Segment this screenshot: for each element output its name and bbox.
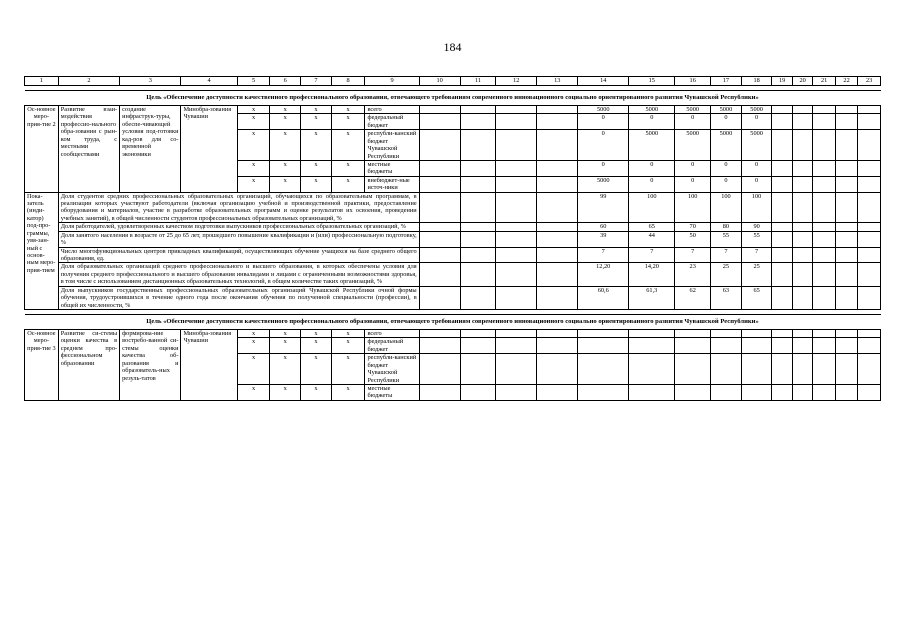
x-mark: x [270,338,301,354]
program-table [24,76,881,401]
event3-label: Ос-новное меро-прия-тие 3 [25,329,59,400]
col-num: 17 [711,77,742,86]
funding-source: федеральный бюджет [365,114,419,130]
x-mark: x [301,160,332,176]
value-cell: 100 [675,192,711,223]
x-mark: x [301,130,332,161]
value-cell: 100 [711,192,742,223]
value-cell: 65 [629,223,675,231]
value-cell: 5000 [741,130,772,161]
value-cell: 55 [711,231,742,247]
col-num: 21 [813,77,835,86]
value-cell: 0 [629,114,675,130]
page-number: 184 [443,40,462,54]
x-mark: x [331,160,365,176]
value-cell: 70 [675,223,711,231]
value-cell: 5000 [741,106,772,114]
funding-source: местные бюджеты [365,384,419,400]
indicator-row [25,192,881,223]
event2-executor: Минобра-зования Чувашии [181,106,237,193]
indicator-row [25,231,881,247]
x-mark: x [331,130,365,161]
x-mark: x [331,354,365,385]
col-num: 23 [858,77,881,86]
x-mark: x [270,384,301,400]
x-mark: x [237,114,270,130]
value-cell: 5000 [629,130,675,161]
value-cell: 0 [711,160,742,176]
col-num: 20 [792,77,812,86]
value-cell: 5000 [578,176,629,192]
value-cell: 5000 [629,106,675,114]
value-cell: 7 [741,247,772,263]
value-cell: 0 [578,130,629,161]
x-mark: x [301,114,332,130]
col-num: 2 [58,77,119,86]
value-cell: 7 [578,247,629,263]
value-cell: 39 [578,231,629,247]
event3-task: формирова-ние востребо-ванной си-стемы оценки качества об-разования и образователь-ных резуль-татов [120,329,181,400]
x-mark: x [331,384,365,400]
goal-heading: Цель «Обеспечение доступности качественного профессионального образования, отвечающего требованиям современного инновационного социально ориентированного развития Чувашской Республики» [25,91,881,106]
x-mark: x [270,176,301,192]
value-cell: 80 [711,223,742,231]
indicator-label: Пока-затель (инди-катор) под-про-граммы, увя-зан-ный с основ-ным меро-прия-тием [25,192,59,309]
col-num: 9 [365,77,419,86]
value-cell: 0 [741,176,772,192]
value-cell: 60 [578,223,629,231]
value-cell: 65 [741,286,772,309]
value-cell: 61,3 [629,286,675,309]
event2-label: Ос-новное меро-прия-тие 2 [25,106,59,193]
value-cell: 0 [578,114,629,130]
value-cell: 63 [711,286,742,309]
indicator-text: Доля студентов средних профессиональных образовательных организаций, обучающихся по образовательным программам, в реализации которых участвуют работодатели (включая организацию учебной и производственной практики, предоставление оборудования и материалов, участие в разработке образовательных программ и оценке результатов их освоения, проведении учебных занятий), в общей численности студентов профессиональных образовательных организаций, % [58,192,419,223]
value-cell: 44 [629,231,675,247]
event2-task: создание инфраструк-туры, обеспе-чивающей условия под-готовки кад-ров для со-временной экономики [120,106,181,193]
col-num: 16 [675,77,711,86]
x-mark: x [237,160,270,176]
value-cell: 0 [741,114,772,130]
funding-source: всего [365,106,419,114]
value-cell: 99 [578,192,629,223]
value-cell: 5000 [578,106,629,114]
event3-row-total [25,329,881,337]
event3-executor: Минобра-зования Чувашии [181,329,237,400]
x-mark: x [237,329,270,337]
goal-heading: Цель «Обеспечение доступности качественного профессионального образования, отвечающего требованиям современного инновационного социально ориентированного развития Чувашской Республики» [25,314,881,329]
funding-source: республи-канский бюджет Чувашской Республики [365,354,419,385]
col-num: 22 [835,77,857,86]
indicator-text: Доля выпускников государственных профессиональных образовательных организаций Чувашской Республики очной формы обучения, трудоустроившихся в течение одного года после окончания обучения по полученной специальности (профессии), в общей их численности, % [58,286,419,309]
value-cell: 0 [675,160,711,176]
value-cell: 12,20 [578,263,629,286]
funding-source: республи-канский бюджет Чувашской Республики [365,130,419,161]
col-num: 10 [419,77,460,86]
col-num: 3 [120,77,181,86]
col-num: 12 [496,77,537,86]
indicator-text: Число многофункциональных центров прикладных квалификаций, осуществляющих обучение учащихся на базе среднего общего образования, ед. [58,247,419,263]
x-mark: x [301,354,332,385]
x-mark: x [331,176,365,192]
value-cell: 0 [629,176,675,192]
value-cell: 0 [711,176,742,192]
col-num: 5 [237,77,270,86]
event3-name: Развитие си-стемы оценки качества в среднем про-фессиональном образовании [58,329,119,400]
value-cell: 62 [675,286,711,309]
col-num: 6 [270,77,301,86]
funding-source: внебюджет-ные источ-ники [365,176,419,192]
value-cell: 0 [675,176,711,192]
col-num: 1 [25,77,59,86]
x-mark: x [237,176,270,192]
col-num: 18 [741,77,772,86]
value-cell: 7 [629,247,675,263]
x-mark: x [270,106,301,114]
funding-source: всего [365,329,419,337]
funding-source: федеральный бюджет [365,338,419,354]
x-mark: x [331,329,365,337]
value-cell: 0 [629,160,675,176]
x-mark: x [237,354,270,385]
value-cell: 100 [741,192,772,223]
x-mark: x [301,176,332,192]
x-mark: x [301,329,332,337]
indicator-row [25,223,881,231]
indicator-row [25,286,881,309]
x-mark: x [270,114,301,130]
funding-source: местные бюджеты [365,160,419,176]
x-mark: x [237,384,270,400]
x-mark: x [301,106,332,114]
value-cell: 5000 [675,106,711,114]
indicator-text: Доля занятого населения в возрасте от 25 до 65 лет, прошедшего повышение квалификации и (или) профессиональную подготовку, % [58,231,419,247]
x-mark: x [301,384,332,400]
value-cell: 55 [741,231,772,247]
indicator-text: Доля работодателей, удовлетворенных качеством подготовки выпускников профессиональных образовательных организаций, % [58,223,419,231]
col-num: 4 [181,77,237,86]
x-mark: x [237,106,270,114]
value-cell: 7 [675,247,711,263]
value-cell: 5000 [675,130,711,161]
x-mark: x [270,354,301,385]
value-cell: 5000 [711,130,742,161]
col-num: 14 [578,77,629,86]
x-mark: x [237,130,270,161]
x-mark: x [331,106,365,114]
value-cell: 60,6 [578,286,629,309]
column-numbers-row [25,77,881,86]
value-cell: 0 [675,114,711,130]
x-mark: x [331,114,365,130]
x-mark: x [270,130,301,161]
col-num: 11 [460,77,496,86]
x-mark: x [270,160,301,176]
event2-name: Развитие взаи-модействия профессио-нального обра-зования с рын-ком труда, с местными сообществами [58,106,119,193]
value-cell: 7 [711,247,742,263]
value-cell: 23 [675,263,711,286]
col-num: 15 [629,77,675,86]
value-cell: 14,20 [629,263,675,286]
indicator-row [25,263,881,286]
col-num: 7 [301,77,332,86]
value-cell: 100 [629,192,675,223]
value-cell: 90 [741,223,772,231]
col-num: 19 [772,77,792,86]
x-mark: x [331,338,365,354]
value-cell: 0 [578,160,629,176]
col-num: 8 [331,77,365,86]
value-cell: 25 [711,263,742,286]
event2-row-total [25,106,881,114]
col-num: 13 [537,77,578,86]
value-cell: 25 [741,263,772,286]
value-cell: 0 [711,114,742,130]
value-cell: 5000 [711,106,742,114]
indicator-text: Доля образовательных организаций среднего профессионального и высшего образования, в которых обеспечены условия для получения среднего профессионального и высшего образования инвалидами и лицами с ограниченными возможностями здоровья, в том числе с использованием дистанционных образовательных технологий, в общем количестве таких организаций, % [58,263,419,286]
value-cell: 50 [675,231,711,247]
x-mark: x [301,338,332,354]
value-cell: 0 [741,160,772,176]
indicator-row [25,247,881,263]
x-mark: x [270,329,301,337]
x-mark: x [237,338,270,354]
